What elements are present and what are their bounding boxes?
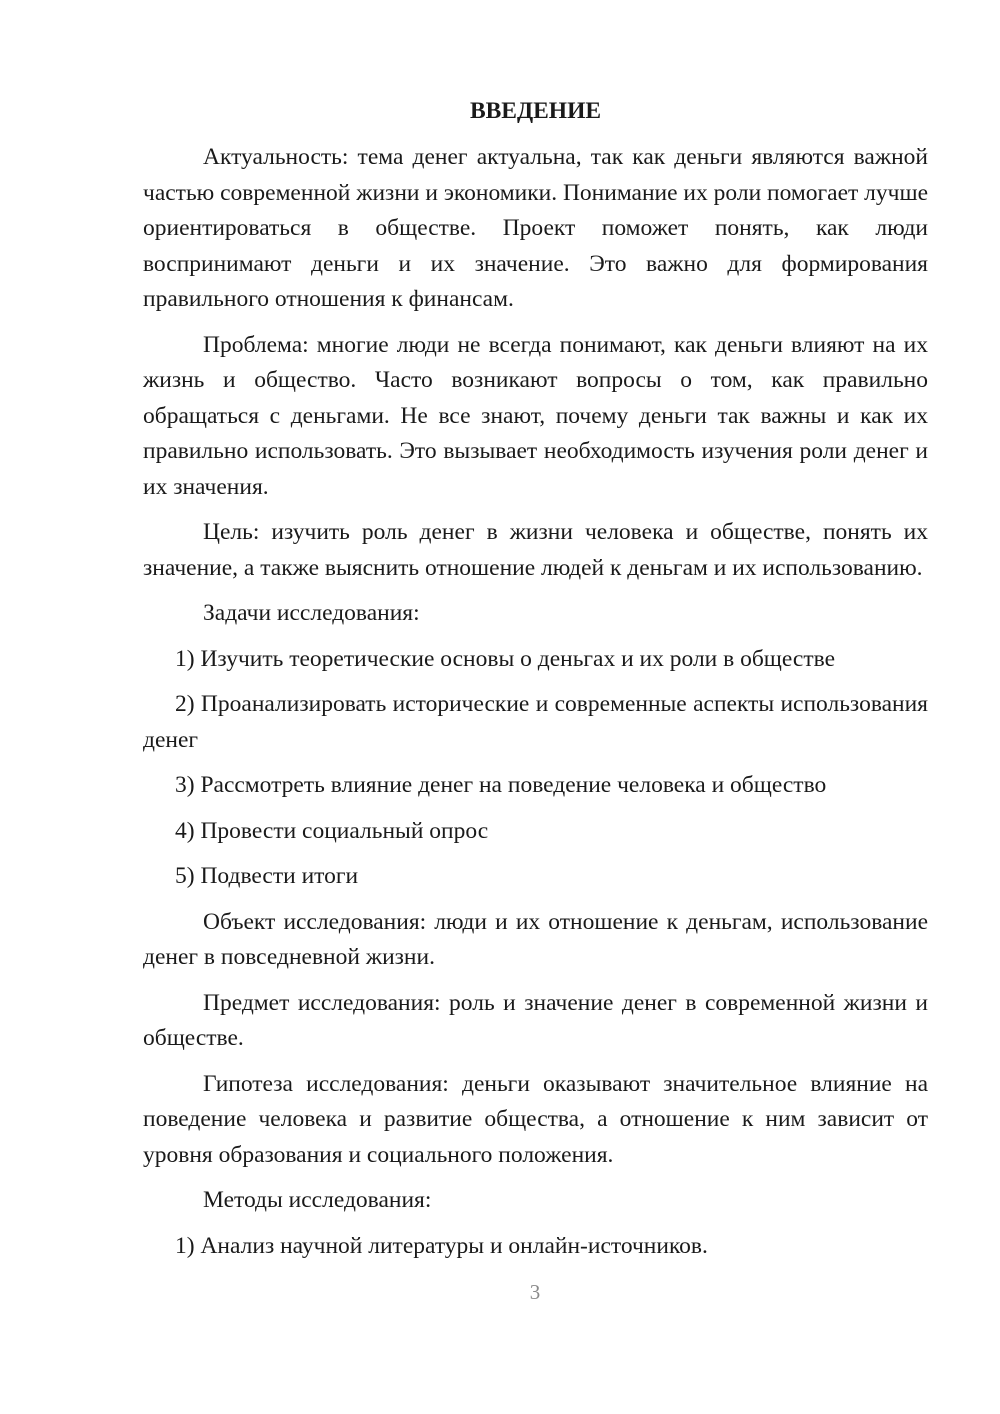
methods-list bbox=[143, 1229, 928, 1265]
list-item: 3) Рассмотреть влияние денег на поведение человека и общество bbox=[175, 772, 827, 798]
tasks-heading: Задачи исследования: bbox=[203, 600, 420, 626]
paragraph-relevance: Актуальность: тема денег актуальна, так как деньги являются важной частью современной жизни и экономики. Понимание их роли помогает лучше ориентироваться в обществе. Проект поможет понять, как люди воспринимают деньги и их значение. Это важно для формирования правильного отношения к финансам. bbox=[143, 144, 928, 312]
paragraph-problem: Проблема: многие люди не всегда понимают, как деньги влияют на их жизнь и общество. Часто возникают вопросы о том, как правильно обращаться с деньгами. Не все знают, почему деньги так важны и как их правильно использовать. Это вызывает необходимость изучения роли денег и их значения. bbox=[143, 331, 928, 500]
list-item: 5) Подвести итоги bbox=[175, 863, 359, 889]
list-item: 1) Анализ научной литературы и онлайн-источников. bbox=[175, 1232, 708, 1259]
document-page bbox=[143, 96, 928, 1264]
paragraph-hypothesis: Гипотеза исследования: деньги оказывают значительное влияние на поведение человека и развитие общества, а отношение к ним зависит от уровня образования и социального положения. bbox=[143, 1070, 928, 1168]
paragraph-object: Объект исследования: люди и их отношение к деньгам, использование денег в повседневной жизни. bbox=[143, 908, 928, 970]
section-title: ВВЕДЕНИЕ bbox=[469, 98, 602, 124]
page-number: 3 bbox=[529, 1280, 541, 1304]
list-item: 2) Проанализировать исторические и современные аспекты использования денег bbox=[143, 691, 928, 753]
methods-heading: Методы исследования: bbox=[203, 1187, 432, 1213]
paragraph-subject: Предмет исследования: роль и значение денег в современной жизни и обществе. bbox=[143, 989, 928, 1051]
paragraph-goal: Цель: изучить роль денег в жизни человека и обществе, понять их значение, а также выяснить отношение людей к деньгам и их использованию. bbox=[143, 519, 928, 581]
tasks-list bbox=[143, 642, 928, 895]
list-item: 4) Провести социальный опрос bbox=[175, 817, 489, 844]
list-item: 1) Изучить теоретические основы о деньгах и их роли в обществе bbox=[175, 645, 836, 672]
